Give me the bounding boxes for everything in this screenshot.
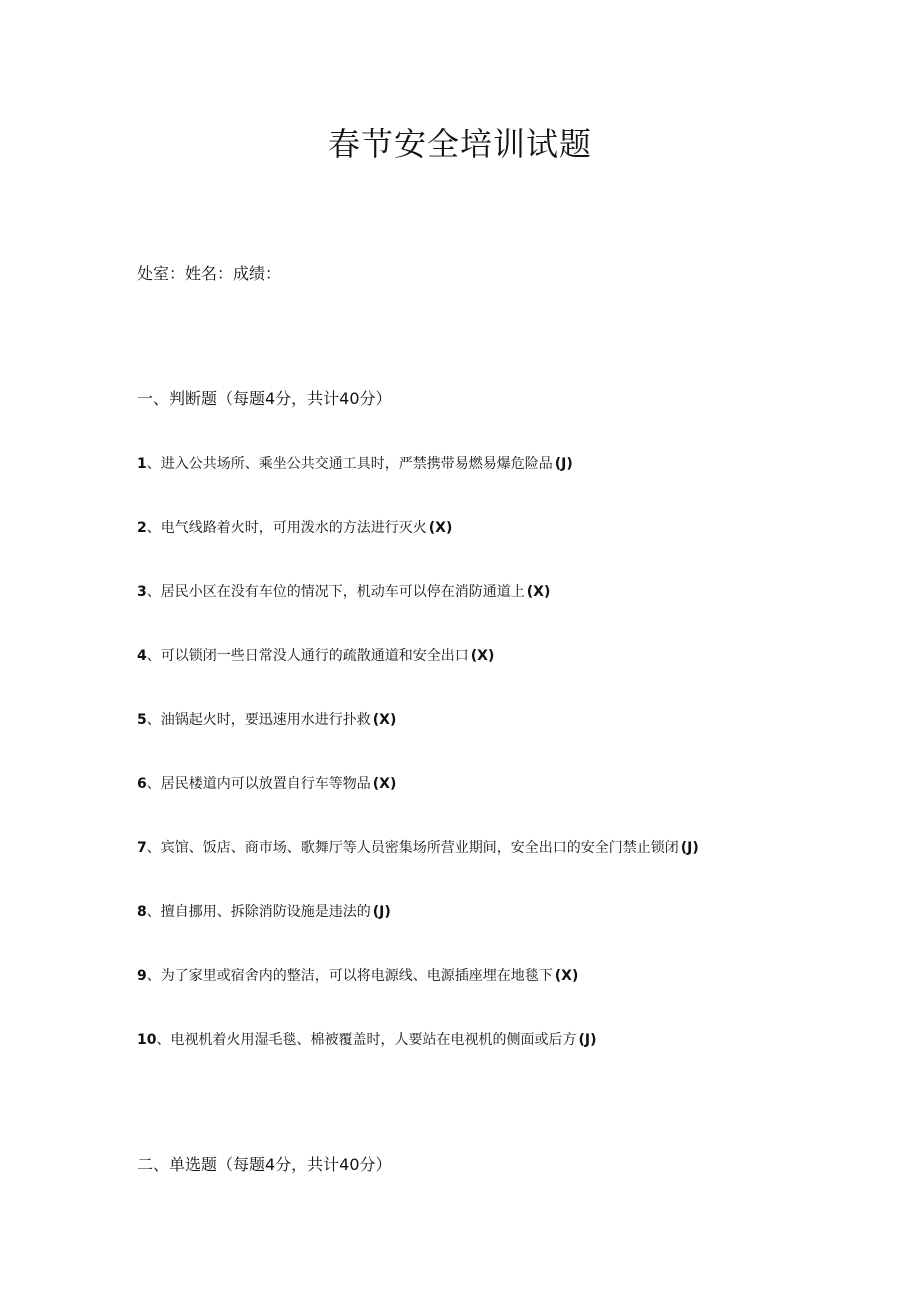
document-title: 春节安全培训试题: [327, 125, 592, 163]
question-answer: (X): [526, 584, 551, 600]
question-text: 、居民楼道内可以放置自行车等物品: [146, 776, 371, 792]
question-item: [137, 580, 837, 644]
question-item: [137, 708, 837, 772]
question-answer: (X): [372, 712, 397, 728]
question-number: 3: [137, 584, 147, 600]
question-answer: (J): [578, 1032, 597, 1048]
question-text: 、擅自挪用、拆除消防设施是违法的: [146, 904, 371, 920]
question-text: 、电视机着火用湿毛毯、棉被覆盖时，人要站在电视机的侧面或后方: [156, 1032, 577, 1048]
question-answer: (J): [554, 456, 573, 472]
question-text: 、居民小区在没有车位的情况下，机动车可以停在消防通道上: [146, 584, 525, 600]
question-item: [137, 1028, 837, 1092]
question-number: 10: [137, 1032, 157, 1048]
question-answer: (X): [428, 520, 453, 536]
question-answer: (X): [554, 968, 579, 984]
question-number: 5: [137, 712, 147, 728]
info-line: 处室：姓名：成绩：: [137, 264, 282, 283]
question-answer: (J): [680, 840, 699, 856]
question-item: [137, 964, 837, 1028]
question-item: [137, 644, 837, 708]
question-answer: (X): [470, 648, 495, 664]
question-text: 、为了家里或宿舍内的整洁，可以将电源线、电源插座埋在地毯下: [146, 968, 553, 984]
question-item: [137, 900, 837, 964]
question-list: [137, 452, 837, 1092]
question-item: [137, 836, 837, 900]
question-item: [137, 772, 837, 836]
question-answer: (X): [372, 776, 397, 792]
section-heading-single-choice: 二、单选题（每题4分，共计40分）: [137, 1155, 392, 1174]
question-item: [137, 452, 837, 516]
question-answer: (J): [372, 904, 391, 920]
question-number: 2: [137, 520, 147, 536]
question-text: 、宾馆、饭店、商市场、歌舞厅等人员密集场所营业期间，安全出口的安全门禁止锁闭: [146, 840, 679, 856]
question-number: 6: [137, 776, 147, 792]
question-number: 4: [137, 648, 147, 664]
question-text: 、电气线路着火时，可用泼水的方法进行灭火: [146, 520, 427, 536]
question-number: 1: [137, 456, 147, 472]
section-heading-true-false: 一、判断题（每题4分，共计40分）: [137, 389, 392, 408]
question-text: 、进入公共场所、乘坐公共交通工具时，严禁携带易燃易爆危险品: [146, 456, 553, 472]
question-number: 8: [137, 904, 147, 920]
question-number: 9: [137, 968, 147, 984]
question-number: 7: [137, 840, 147, 856]
question-item: [137, 516, 837, 580]
question-text: 、油锅起火时，要迅速用水进行扑救: [146, 712, 371, 728]
question-text: 、可以锁闭一些日常没人通行的疏散通道和安全出口: [146, 648, 469, 664]
